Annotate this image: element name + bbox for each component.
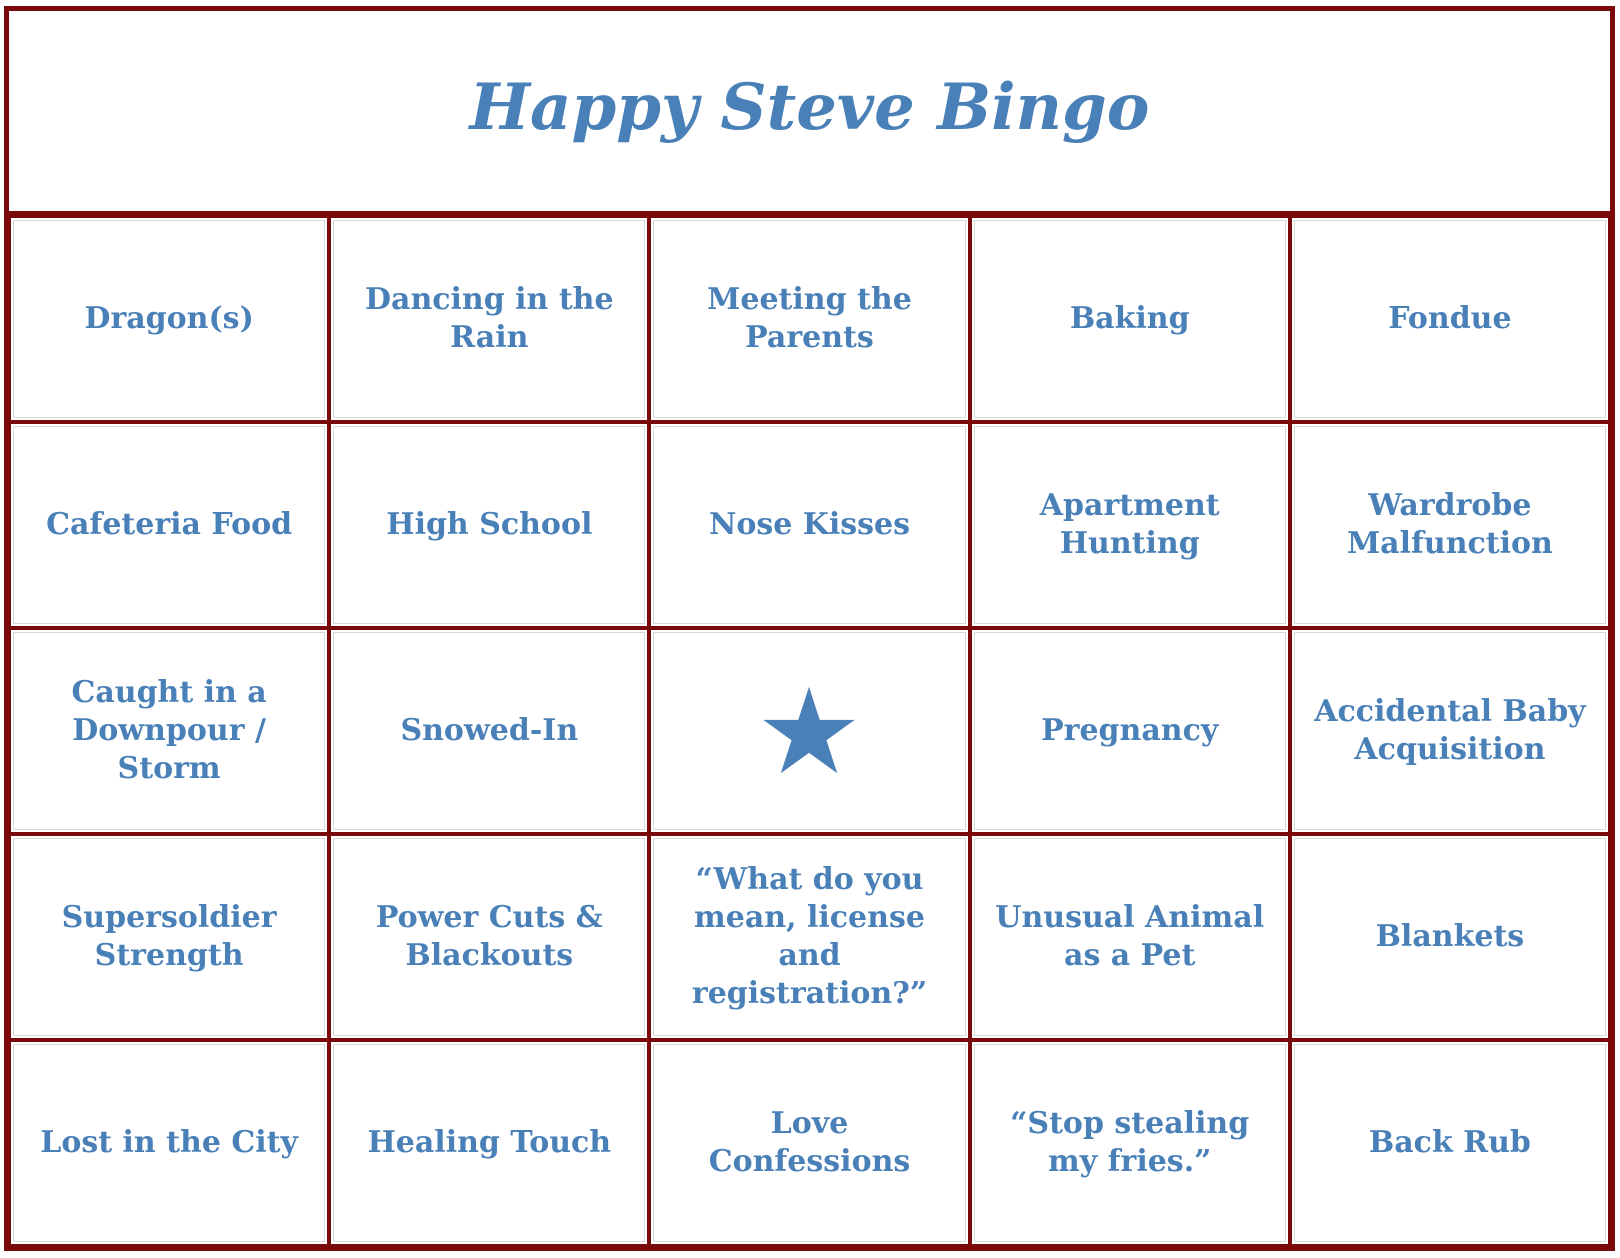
card-title: Happy Steve Bingo xyxy=(469,69,1150,145)
bingo-cell-r5c4[interactable] xyxy=(968,1038,1292,1248)
cell-label: Snowed-In xyxy=(400,713,579,748)
bingo-cell-r5c2[interactable] xyxy=(327,1038,651,1248)
cell-label: “Stop stealing my fries.” xyxy=(1010,1106,1250,1179)
title-row xyxy=(9,11,1610,216)
cell-label: Caught in a Downpour / Storm xyxy=(71,675,267,786)
cell-label: Meeting the Parents xyxy=(707,282,912,355)
cell-label: Nose Kisses xyxy=(708,507,911,542)
bingo-cell-r2c1[interactable] xyxy=(7,420,331,630)
bingo-cell-r3c1[interactable] xyxy=(7,626,331,836)
bingo-cell-r1c5[interactable] xyxy=(1288,214,1612,424)
bingo-cell-r3c5[interactable] xyxy=(1288,626,1612,836)
bingo-cell-r3c2[interactable] xyxy=(327,626,651,836)
cell-label: Pregnancy xyxy=(1041,713,1219,748)
cell-label: Lost in the City xyxy=(40,1125,298,1160)
bingo-grid xyxy=(9,216,1610,1246)
bingo-cell-r4c2[interactable] xyxy=(327,832,651,1042)
cell-label: Apartment Hunting xyxy=(1039,488,1220,561)
cell-label: Accidental Baby Acquisition xyxy=(1314,694,1586,767)
bingo-cell-r5c1[interactable] xyxy=(7,1038,331,1248)
bingo-cell-r2c2[interactable] xyxy=(327,420,651,630)
star-icon xyxy=(761,683,857,779)
cell-label: Love Confessions xyxy=(708,1106,911,1179)
cell-label: “What do you mean, license and registration?” xyxy=(691,862,928,1011)
bingo-cell-r1c2[interactable] xyxy=(327,214,651,424)
cell-label: Supersoldier Strength xyxy=(61,900,277,973)
cell-label: Cafeteria Food xyxy=(46,507,293,542)
cell-label: Dragon(s) xyxy=(84,301,254,336)
bingo-cell-r2c5[interactable] xyxy=(1288,420,1612,630)
bingo-cell-r2c3[interactable] xyxy=(647,420,971,630)
cell-label: Back Rub xyxy=(1368,1125,1531,1160)
bingo-card xyxy=(4,6,1615,1251)
cell-label: Dancing in the Rain xyxy=(365,282,614,355)
cell-label: Unusual Animal as a Pet xyxy=(995,900,1265,973)
bingo-cell-r3c4[interactable] xyxy=(968,626,1292,836)
free-space-cell[interactable] xyxy=(647,626,971,836)
bingo-cell-r1c1[interactable] xyxy=(7,214,331,424)
cell-label: Power Cuts & Blackouts xyxy=(375,900,603,973)
bingo-cell-r2c4[interactable] xyxy=(968,420,1292,630)
bingo-cell-r4c4[interactable] xyxy=(968,832,1292,1042)
cell-label: Baking xyxy=(1069,301,1190,336)
bingo-cell-r1c4[interactable] xyxy=(968,214,1292,424)
bingo-cell-r4c5[interactable] xyxy=(1288,832,1612,1042)
bingo-cell-r4c3[interactable] xyxy=(647,832,971,1042)
cell-label: Wardrobe Malfunction xyxy=(1346,488,1553,561)
bingo-cell-r1c3[interactable] xyxy=(647,214,971,424)
cell-label: Healing Touch xyxy=(367,1125,612,1160)
bingo-cell-r4c1[interactable] xyxy=(7,832,331,1042)
cell-label: Fondue xyxy=(1388,301,1512,336)
cell-label: Blankets xyxy=(1375,919,1525,954)
bingo-cell-r5c3[interactable] xyxy=(647,1038,971,1248)
cell-label: High School xyxy=(386,507,593,542)
bingo-cell-r5c5[interactable] xyxy=(1288,1038,1612,1248)
